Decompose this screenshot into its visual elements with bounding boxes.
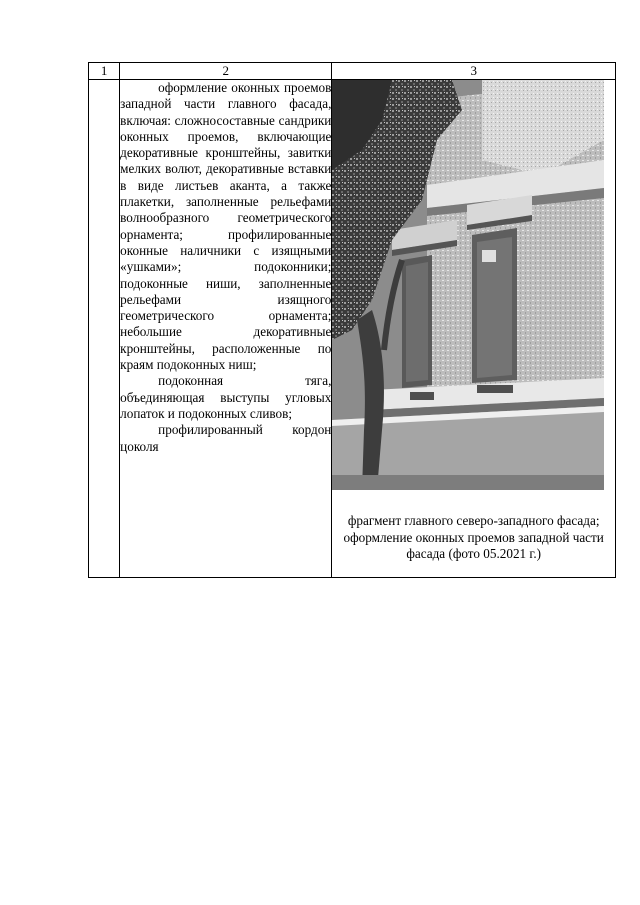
description-cell <box>120 80 332 578</box>
row-number-cell <box>89 80 120 578</box>
description-paragraph-sill-band: подоконная тяга, объединяющая выступы угловых лопаток и подоконных сливов; <box>120 373 332 421</box>
photo-cell <box>332 80 616 578</box>
column-number-3: 3 <box>332 63 616 80</box>
facade-photo <box>332 80 604 490</box>
description-paragraph-windows: оформление оконных проемов западной части главного фасада, включая: сложносоставные сандрики оконных проемов, включающие декоративные кронштейны, завитки мелких волют, декоративные вставки в виде листьев аканта, а также плакетки, заполненные рельефами волнообразного геометрического орнамента; профилированные оконные наличники с изящными «ушками»; подоконники; подоконные ниши, заполненные рельефами изящного геометрического орнамента; небольшие декоративные кронштейны, расположенные по краям подоконных ниш; <box>120 80 332 373</box>
description-paragraph-plinth-cordon: профилированный кордон цоколя <box>120 422 332 454</box>
column-number-1: 1 <box>89 63 120 80</box>
column-number-2: 2 <box>120 63 332 80</box>
table-header-row <box>89 63 616 80</box>
protection-subject-table <box>88 62 616 578</box>
photo-caption: фрагмент главного северо-западного фасада; оформление оконных проемов западной части фасада (фото 05.2021 г.) <box>343 513 604 561</box>
table-row <box>89 80 616 578</box>
